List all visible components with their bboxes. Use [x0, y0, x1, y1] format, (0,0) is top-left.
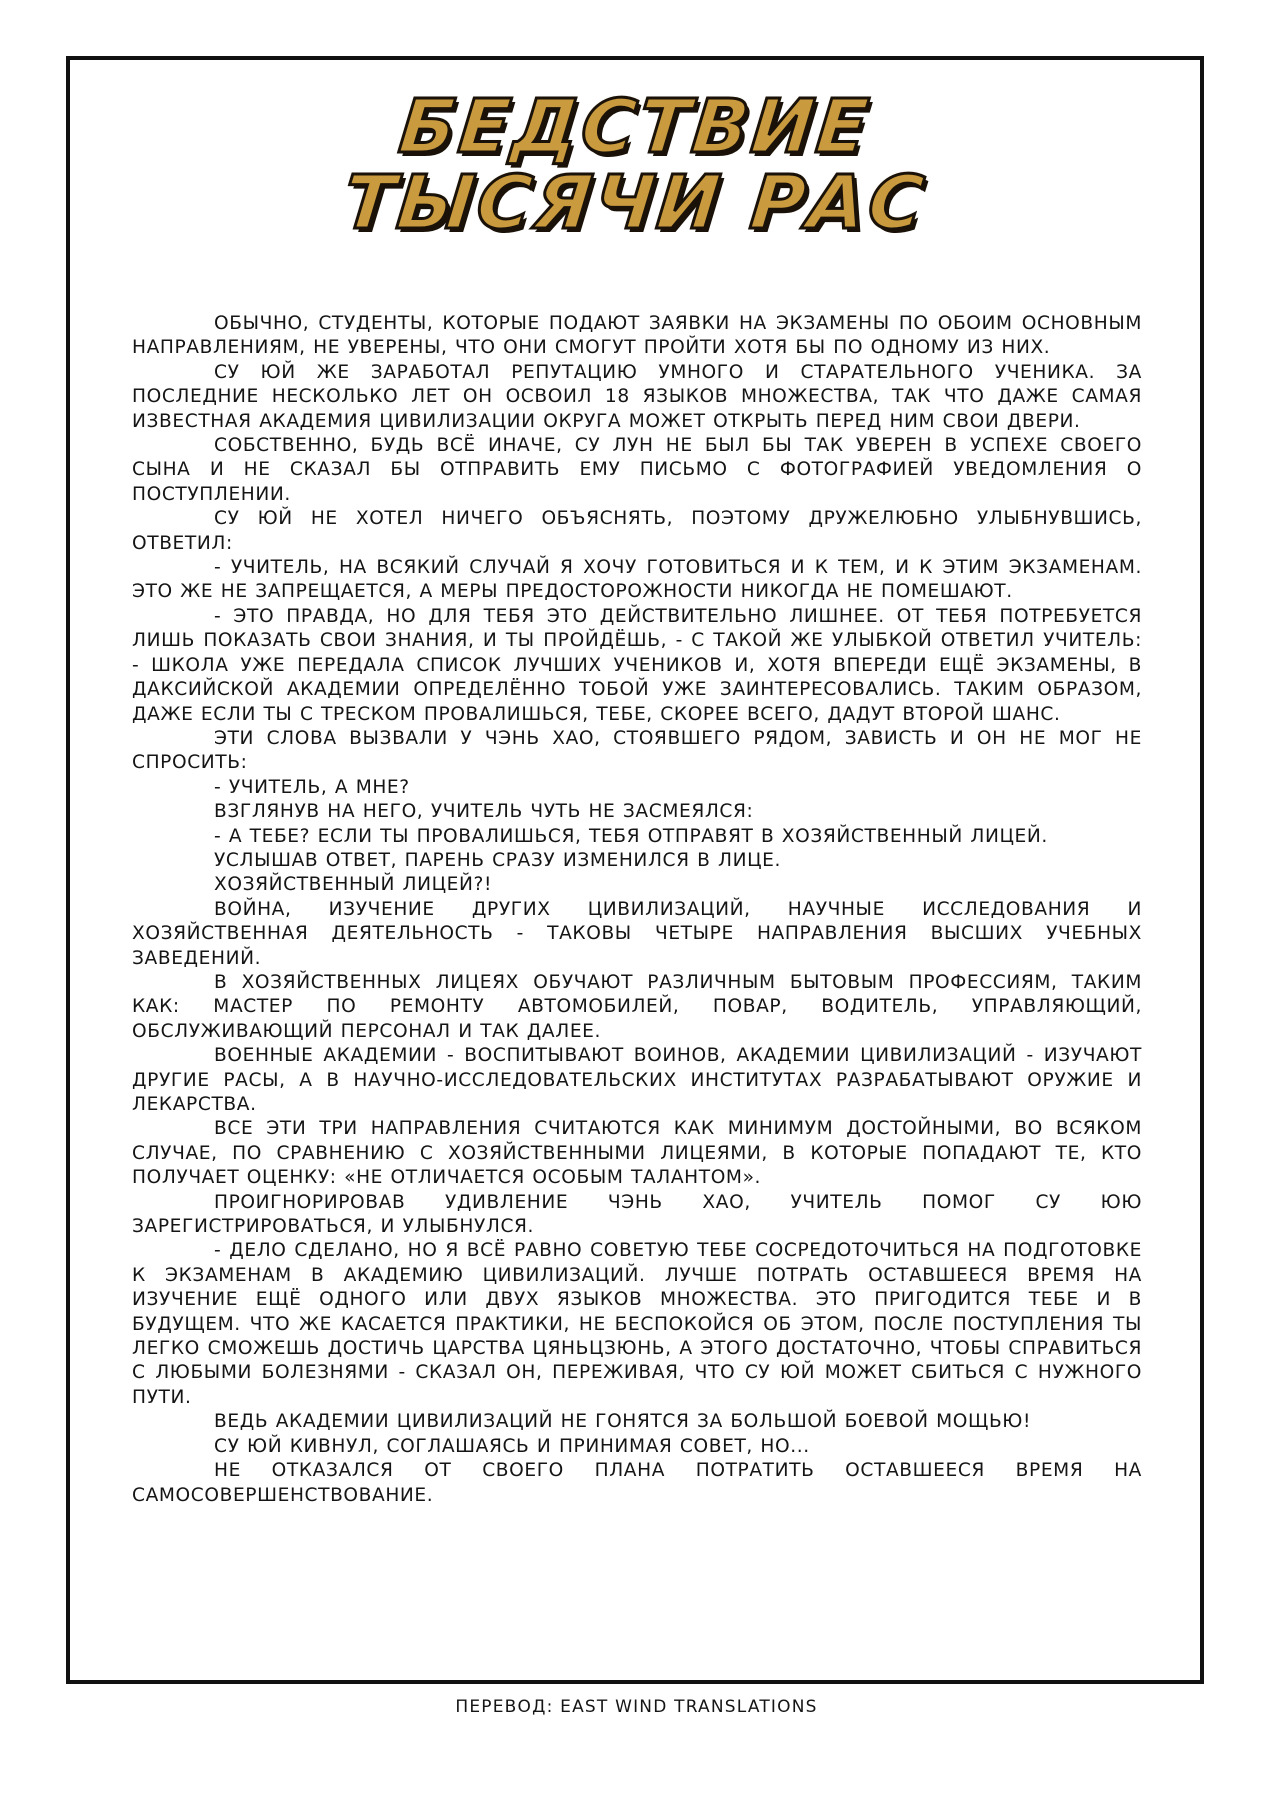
paragraph: ХОЗЯЙСТВЕННЫЙ ЛИЦЕЙ?! — [214, 874, 493, 896]
title-line-1: БЕДСТВИЕ — [395, 84, 875, 170]
paragraph: ВЗГЛЯНУВ НА НЕГО, УЧИТЕЛЬ ЧУТЬ НЕ ЗАСМЕЯЛСЯ: — [214, 801, 754, 823]
paragraph: - А ТЕБЕ? ЕСЛИ ТЫ ПРОВАЛИШЬСЯ, ТЕБЯ ОТПРАВЯТ В ХОЗЯЙСТВЕННЫЙ ЛИЦЕЙ. — [214, 825, 1048, 847]
paragraph: ЭТИ СЛОВА ВЫЗВАЛИ У ЧЭНЬ ХАО, СТОЯВШЕГО РЯДОМ, ЗАВИСТЬ И ОН НЕ МОГ НЕ СПРОСИТЬ: — [132, 727, 1142, 774]
paragraph: ВСЕ ЭТИ ТРИ НАПРАВЛЕНИЯ СЧИТАЮТСЯ КАК МИНИМУМ ДОСТОЙНЫМИ, ВО ВСЯКОМ СЛУЧАЕ, ПО СРАВНЕНИЮ С ХОЗЯЙСТВЕННЫМИ ЛИЦЕЯМИ, В КОТОРЫЕ ПОПАДАЮТ ТЕ, КТО ПОЛУЧАЕТ ОЦЕНКУ: «НЕ ОТЛИЧАЕТСЯ ОСОБЫМ ТАЛАНТОМ». — [132, 1118, 1142, 1189]
paragraph: В ХОЗЯЙСТВЕННЫХ ЛИЦЕЯХ ОБУЧАЮТ РАЗЛИЧНЫМ БЫТОВЫМ ПРОФЕССИЯМ, ТАКИМ КАК: МАСТЕР ПО РЕМОНТУ АВТОМОБИЛЕЙ, ПОВАР, ВОДИТЕЛЬ, УПРАВЛЯЮЩИЙ, ОБСЛУЖИВАЮЩИЙ ПЕРСОНАЛ И ТАК ДАЛЕЕ. — [132, 971, 1142, 1042]
paragraph: - ЭТО ПРАВДА, НО ДЛЯ ТЕБЯ ЭТО ДЕЙСТВИТЕЛЬНО ЛИШНЕЕ. ОТ ТЕБЯ ПОТРЕБУЕТСЯ ЛИШЬ ПОКАЗАТЬ СВОИ ЗНАНИЯ, И ТЫ ПРОЙДЁШЬ, - С ТАКОЙ ЖЕ УЛЫБКОЙ ОТВЕТИЛ УЧИТЕЛЬ: - ШКОЛА УЖЕ ПЕРЕДАЛА СПИСОК ЛУЧШИХ УЧЕНИКОВ И, ХОТЯ ВПЕРЕДИ ЕЩЁ ЭКЗАМЕНЫ, В ДАКСИЙСКОЙ АКАДЕМИИ ОПРЕДЕЛЁННО ТОБОЙ УЖЕ ЗАИНТЕРЕСОВАЛИСЬ. ТАКИМ ОБРАЗОМ, ДАЖЕ ЕСЛИ ТЫ С ТРЕСКОМ ПРОВАЛИШЬСЯ, ТЕБЕ, СКОРЕЕ ВСЕГО, ДАДУТ ВТОРОЙ ШАНС. — [132, 605, 1142, 725]
paragraph: - УЧИТЕЛЬ, НА ВСЯКИЙ СЛУЧАЙ Я ХОЧУ ГОТОВИТЬСЯ И К ТЕМ, И К ЭТИМ ЭКЗАМЕНАМ. ЭТО ЖЕ НЕ ЗАПРЕЩАЕТСЯ, А МЕРЫ ПРЕДОСТОРОЖНОСТИ НИКОГДА НЕ ПОМЕШАЮТ. — [132, 557, 1142, 603]
translator-credit: ПЕРЕВОД: EAST WIND TRANSLATIONS — [455, 1697, 818, 1717]
paragraph: ВЕДЬ АКАДЕМИИ ЦИВИЛИЗАЦИЙ НЕ ГОНЯТСЯ ЗА БОЛЬШОЙ БОЕВОЙ МОЩЬЮ! — [214, 1411, 1032, 1433]
paragraph: СУ ЮЙ КИВНУЛ, СОГЛАШАЯСЬ И ПРИНИМАЯ СОВЕТ, НО... — [214, 1435, 810, 1457]
paragraph: ОБЫЧНО, СТУДЕНТЫ, КОТОРЫЕ ПОДАЮТ ЗАЯВКИ НА ЭКЗАМЕНЫ ПО ОБОИМ ОСНОВНЫМ НАПРАВЛЕНИЯМ, НЕ УВЕРЕНЫ, ЧТО ОНИ СМОГУТ ПРОЙТИ ХОТЯ БЫ ПО ОДНОМУ ИЗ НИХ. — [132, 313, 1142, 359]
paragraph: - УЧИТЕЛЬ, А МНЕ? — [214, 776, 410, 798]
paragraph: ВОЕННЫЕ АКАДЕМИИ - ВОСПИТЫВАЮТ ВОИНОВ, АКАДЕМИИ ЦИВИЛИЗАЦИЙ - ИЗУЧАЮТ ДРУГИЕ РАСЫ, А В НАУЧНО-ИССЛЕДОВАТЕЛЬСКИХ ИНСТИТУТАХ РАЗРАБАТЫВАЮТ ОРУЖИЕ И ЛЕКАРСТВА. — [132, 1045, 1142, 1115]
paragraph: СУ ЮЙ ЖЕ ЗАРАБОТАЛ РЕПУТАЦИЮ УМНОГО И СТАРАТЕЛЬНОГО УЧЕНИКА. ЗА ПОСЛЕДНИЕ НЕСКОЛЬКО ЛЕТ ОН ОСВОИЛ 18 ЯЗЫКОВ МНОЖЕСТВА, ТАК ЧТО ДАЖЕ САМАЯ ИЗВЕСТНАЯ АКАДЕМИЯ ЦИВИЛИЗАЦИИ ОКРУГА МОЖЕТ ОТКРЫТЬ ПЕРЕД НИМ СВОИ ДВЕРИ. — [132, 361, 1142, 432]
chapter-title — [70, 84, 1200, 246]
paragraph: СУ ЮЙ НЕ ХОТЕЛ НИЧЕГО ОБЪЯСНЯТЬ, ПОЭТОМУ ДРУЖЕЛЮБНО УЛЫБНУВШИСЬ, ОТВЕТИЛ: — [132, 508, 1142, 554]
page-frame — [66, 56, 1204, 1684]
paragraph: НЕ ОТКАЗАЛСЯ ОТ СВОЕГО ПЛАНА ПОТРАТИТЬ ОСТАВШЕЕСЯ ВРЕМЯ НА САМОСОВЕРШЕНСТВОВАНИЕ. — [132, 1460, 1142, 1506]
paragraph: УСЛЫШАВ ОТВЕТ, ПАРЕНЬ СРАЗУ ИЗМЕНИЛСЯ В ЛИЦЕ. — [214, 849, 781, 871]
paragraph: - ДЕЛО СДЕЛАНО, НО Я ВСЁ РАВНО СОВЕТУЮ ТЕБЕ СОСРЕДОТОЧИТЬСЯ НА ПОДГОТОВКЕ К ЭКЗАМЕНАМ В АКАДЕМИЮ ЦИВИЛИЗАЦИЙ. ЛУЧШЕ ПОТРАТЬ ОСТАВШЕЕСЯ ВРЕМЯ НА ИЗУЧЕНИЕ ЕЩЁ ОДНОГО ИЛИ ДВУХ ЯЗЫКОВ МНОЖЕСТВА. ЭТО ПРИГОДИТСЯ ТЕБЕ И В БУДУЩЕМ. ЧТО ЖЕ КАСАЕТСЯ ПРАКТИКИ, НЕ БЕСПОКОЙСЯ ОБ ЭТОМ, ПОСЛЕ ПОСТУПЛЕНИЯ ТЫ ЛЕГКО СМОЖЕШЬ ДОСТИЧЬ ЦАРСТВА ЦЯНЬЦЗЮНЬ, А ЭТОГО ДОСТАТОЧНО, ЧТОБЫ СПРАВИТЬСЯ С ЛЮБЫМИ БОЛЕЗНЯМИ - СКАЗАЛ ОН, ПЕРЕЖИВАЯ, ЧТО СУ ЮЙ МОЖЕТ СБИТЬСЯ С НУЖНОГО ПУТИ. — [132, 1240, 1142, 1408]
paragraph: ПРОИГНОРИРОВАВ УДИВЛЕНИЕ ЧЭНЬ ХАО, УЧИТЕЛЬ ПОМОГ СУ ЮЮ ЗАРЕГИСТРИРОВАТЬСЯ, И УЛЫБНУЛСЯ. — [132, 1191, 1142, 1238]
story-text — [132, 312, 1142, 1508]
paragraph: СОБСТВЕННО, БУДЬ ВСЁ ИНАЧЕ, СУ ЛУН НЕ БЫЛ БЫ ТАК УВЕРЕН В УСПЕХЕ СВОЕГО СЫНА И НЕ СКАЗАЛ БЫ ОТПРАВИТЬ ЕМУ ПИСЬМО С ФОТОГРАФИЕЙ УВЕДОМЛЕНИЯ О ПОСТУПЛЕНИИ. — [132, 435, 1142, 505]
paragraph: ВОЙНА, ИЗУЧЕНИЕ ДРУГИХ ЦИВИЛИЗАЦИЙ, НАУЧНЫЕ ИССЛЕДОВАНИЯ И ХОЗЯЙСТВЕННАЯ ДЕЯТЕЛЬНОСТЬ - ТАКОВЫ ЧЕТЫРЕ НАПРАВЛЕНИЯ ВЫСШИХ УЧЕБНЫХ ЗАВЕДЕНИЙ. — [132, 898, 1142, 969]
title-line-2: ТЫСЯЧИ РАС — [339, 160, 931, 246]
